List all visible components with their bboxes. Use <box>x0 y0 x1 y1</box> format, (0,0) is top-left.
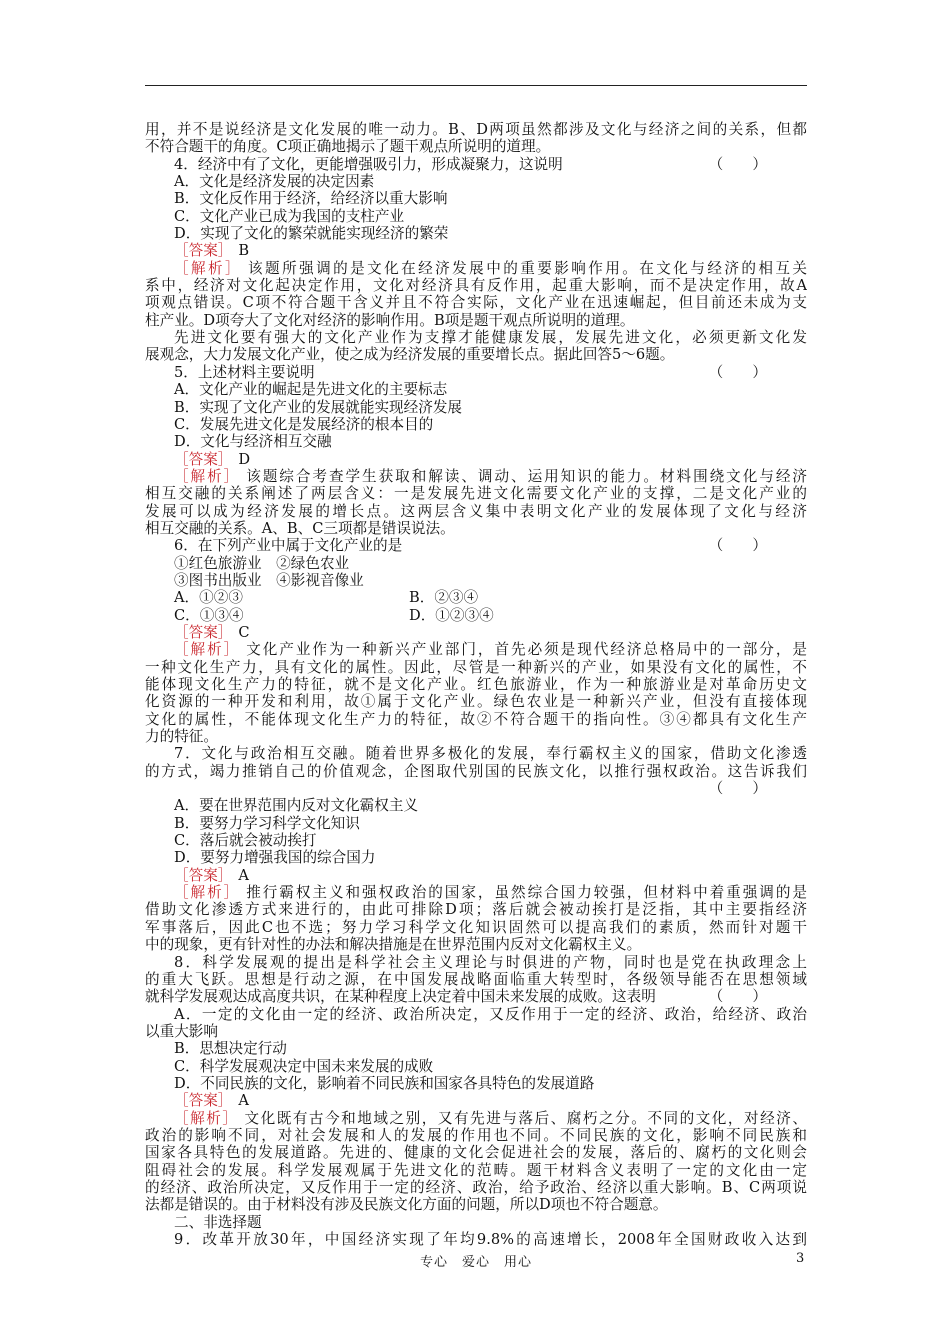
option-a: A．要在世界范围内反对文化霸权主义 <box>174 797 419 815</box>
text-line: 能体现文化生产力的特征，就不是文化产业。红色旅游业，作为一种旅游业是对革命历史文 <box>145 676 807 693</box>
text-line: 不符合题干的角度。C项正确地揭示了题干观点所说明的道理。 <box>145 138 551 156</box>
option-b: B．要努力学习科学文化知识 <box>174 814 360 832</box>
text-line: 借助文化渗透方式来进行的，由此可排除D项；落后就会被动挨打是泛指，其中主要指经济 <box>145 901 807 919</box>
text-line: 军事落后，因此C也不选；努力学习科学文化知识固然可以提高我们的素质，然而针对题干 <box>145 918 807 936</box>
option-row <box>145 607 807 624</box>
answer-line: ［答案］ A <box>174 866 249 884</box>
option-a: A．文化产业的崛起是先进文化的主要标志 <box>174 381 448 399</box>
answer-bracket: （ ） <box>708 363 767 381</box>
analysis-tag: ［解析］ <box>174 467 241 485</box>
answer-bracket: （ ） <box>708 988 767 1006</box>
page-number: 3 <box>796 1251 805 1266</box>
option-c: C．发展先进文化是发展经济的根本目的 <box>174 415 434 433</box>
text-line: 系中，经济对文化起决定作用，文化对经济具有反作用，起重大影响，而不是决定作用，故A <box>145 277 807 295</box>
option-d: D．不同民族的文化，影响着不同民族和国家各具特色的发展道路 <box>174 1074 595 1092</box>
text-line: 就科学发展观达成高度共识，在某种程度上决定着中国未来发展的成败。这表明 （ ） <box>145 988 767 1006</box>
text-line: 项观点错误。C项不符合题干含义并且不符合实际，文化产业在迅速崛起，但目前还未成为支 <box>145 294 807 312</box>
answer-tag: ［答案］ <box>174 450 233 468</box>
item-line: ①红色旅游业 ②绿色农业 <box>174 554 350 572</box>
text-line: 国家各具特色的发展道路。先进的、健康的文化会促进社会的发展，落后的、腐朽的文化则会 <box>145 1144 807 1162</box>
text-line: 中的现象，更有针对性的办法和解决措施是在世界范围内反对文化霸权主义。 <box>145 936 642 954</box>
question-5: 5．上述材料主要说明 （ ） <box>174 363 767 381</box>
analysis-line: ［解析］ 推行霸权主义和强权政治的国家，虽然综合国力较强，但材料中着重强调的是 <box>174 884 807 902</box>
option-b: B．②③④ <box>409 589 479 607</box>
option-d: D．①②③④ <box>409 606 494 624</box>
answer-tag: ［答案］ <box>174 866 233 884</box>
option-b: B．思想决定行动 <box>174 1040 287 1058</box>
text-line: 发展可以成为经济发展的增长点。这两层含义集中表明文化产业的发展体现了文化与经济 <box>145 502 807 520</box>
question-9: 9．改革开放30年，中国经济实现了年均9.8%的高速增长，2008年全国财政收入达到 <box>174 1231 807 1248</box>
item-line: ③图书出版业 ④影视音像业 <box>174 571 364 589</box>
analysis-tag: ［解析］ <box>174 641 241 659</box>
text-line: 的重大飞跃。思想是行动之源，在中国发展战略面临重大转型时，各级领导能否在思想领域 <box>145 970 807 988</box>
text-line: 一种文化生产力，具有文化的属性。因此，尽管是一种新兴的产业，如果没有文化的属性，不 <box>145 658 807 676</box>
text-line: 展观念，大力发展文化产业，使之成为经济发展的重要增长点。据此回答5～6题。 <box>145 346 675 364</box>
section-heading: 二、非选择题 <box>174 1213 262 1231</box>
question-6: 6．在下列产业中属于文化产业的是 （ ） <box>174 537 767 555</box>
text-line: 先进文化要有强大的文化产业作为支撑才能健康发展，发展先进文化，必须更新文化发 <box>174 329 807 347</box>
answer-tag: ［答案］ <box>174 242 233 260</box>
answer-tag: ［答案］ <box>174 623 233 641</box>
answer-line: ［答案］ D <box>174 450 251 468</box>
analysis-line: ［解析］ 该题综合考查学生获取和解读、调动、运用知识的能力。材料围绕文化与经济 <box>174 467 807 485</box>
answer-bracket: （ ） <box>708 155 767 173</box>
answer-tag: ［答案］ <box>174 1092 233 1110</box>
answer-line: ［答案］ A <box>174 1092 249 1110</box>
option-b: B．实现了文化产业的发展就能实现经济发展 <box>174 398 463 416</box>
option-d: D．要努力增强我国的综合国力 <box>174 849 376 867</box>
option-d: D．文化与经济相互交融 <box>174 433 332 451</box>
analysis-line: ［解析］ 文化既有古今和地域之别，又有先进与落后、腐朽之分。不同的文化，对经济、 <box>174 1109 807 1127</box>
analysis-tag: ［解析］ <box>174 1109 239 1127</box>
text-line: 力的特征。 <box>145 728 218 746</box>
text-line: 文化的属性，不能体现文化生产力的特征，故②不符合题干的指向性。③④都具有文化生产 <box>145 710 807 728</box>
text-line: 化资源的一种开发和利用，故①属于文化产业。绿色农业是一种新兴产业，但没有直接体现 <box>145 693 807 711</box>
question-8: 8．科学发展观的提出是科学社会主义理论与时俱进的产物，同时也是党在执政理念上 <box>174 953 807 971</box>
option-b: B．文化反作用于经济，给经济以重大影响 <box>174 190 448 208</box>
bracket-line <box>145 780 807 797</box>
text-line: 法都是错误的。由于材料没有涉及民族文化方面的问题，所以D项也不符合题意。 <box>145 1196 668 1214</box>
text-line: 柱产业。D项夸大了文化对经济的影响作用。B项是题干观点所说明的道理。 <box>145 311 635 329</box>
option-a: A．文化是经济发展的决定因素 <box>174 173 375 191</box>
text-line: 的方式，竭力推销自己的价值观念，企图取代别国的民族文化，以推行强权政治。这告诉我们 <box>145 762 807 780</box>
header-rule <box>145 85 807 86</box>
text-line: 阻碍社会的发展。科学发展观属于先进文化的范畴。题干材料含义表明了一定的文化由一定 <box>145 1161 807 1179</box>
analysis-tag: ［解析］ <box>174 884 241 902</box>
analysis-line: ［解析］ 该题所强调的是文化在经济发展中的重要影响作用。在文化与经济的相互关 <box>174 259 807 277</box>
answer-line: ［答案］ C <box>174 623 250 641</box>
option-a: A．一定的文化由一定的经济、政治所决定，又反作用于一定的经济、政治，给经济、政治 <box>174 1005 807 1023</box>
document-body <box>145 121 807 1248</box>
option-c: C．文化产业已成为我国的支柱产业 <box>174 207 405 225</box>
answer-bracket: （ ） <box>708 537 767 555</box>
answer-line: ［答案］ B <box>174 242 250 260</box>
option-a: A．①②③ <box>174 589 243 607</box>
text-line: 相互交融的关系。A、B、C三项都是错误说法。 <box>145 519 455 537</box>
question-4: 4．经济中有了文化，更能增强吸引力，形成凝聚力，这说明 （ ） <box>174 155 767 173</box>
option-c: C．①③④ <box>174 606 244 624</box>
answer-bracket: （ ） <box>708 780 767 798</box>
analysis-line: ［解析］ 文化产业作为一种新兴产业部门，首先必须是现代经济总格局中的一部分，是 <box>174 641 807 659</box>
option-c: C．落后就会被动挨打 <box>174 832 317 850</box>
text-line: 用，并不是说经济是文化发展的唯一动力。B、D两项虽然都涉及文化与经济之间的关系，但都 <box>145 121 807 138</box>
text-line: 政治的影响不同，对社会发展和人的发展的作用也不同。不同民族的文化，影响不同民族和 <box>145 1126 807 1144</box>
option-c: C．科学发展观决定中国未来发展的成败 <box>174 1057 434 1075</box>
option-row <box>145 589 807 606</box>
text-line: 相互交融的关系阐述了两层含义：一是发展先进文化需要文化产业的支撑，二是文化产业的 <box>145 485 807 503</box>
footer-text: 专心 爱心 用心 <box>420 1255 533 1270</box>
analysis-tag: ［解析］ <box>174 259 243 277</box>
question-7: 7．文化与政治相互交融。随着世界多极化的发展，奉行霸权主义的国家，借助文化渗透 <box>174 745 807 763</box>
text-line: 的经济、政治所决定，又反作用于一定的经济、政治，给予政治、经济以重大影响。B、C两项说 <box>145 1178 807 1196</box>
text-line: 以重大影响 <box>145 1022 218 1040</box>
option-d: D．实现了文化的繁荣就能实现经济的繁荣 <box>174 225 449 243</box>
